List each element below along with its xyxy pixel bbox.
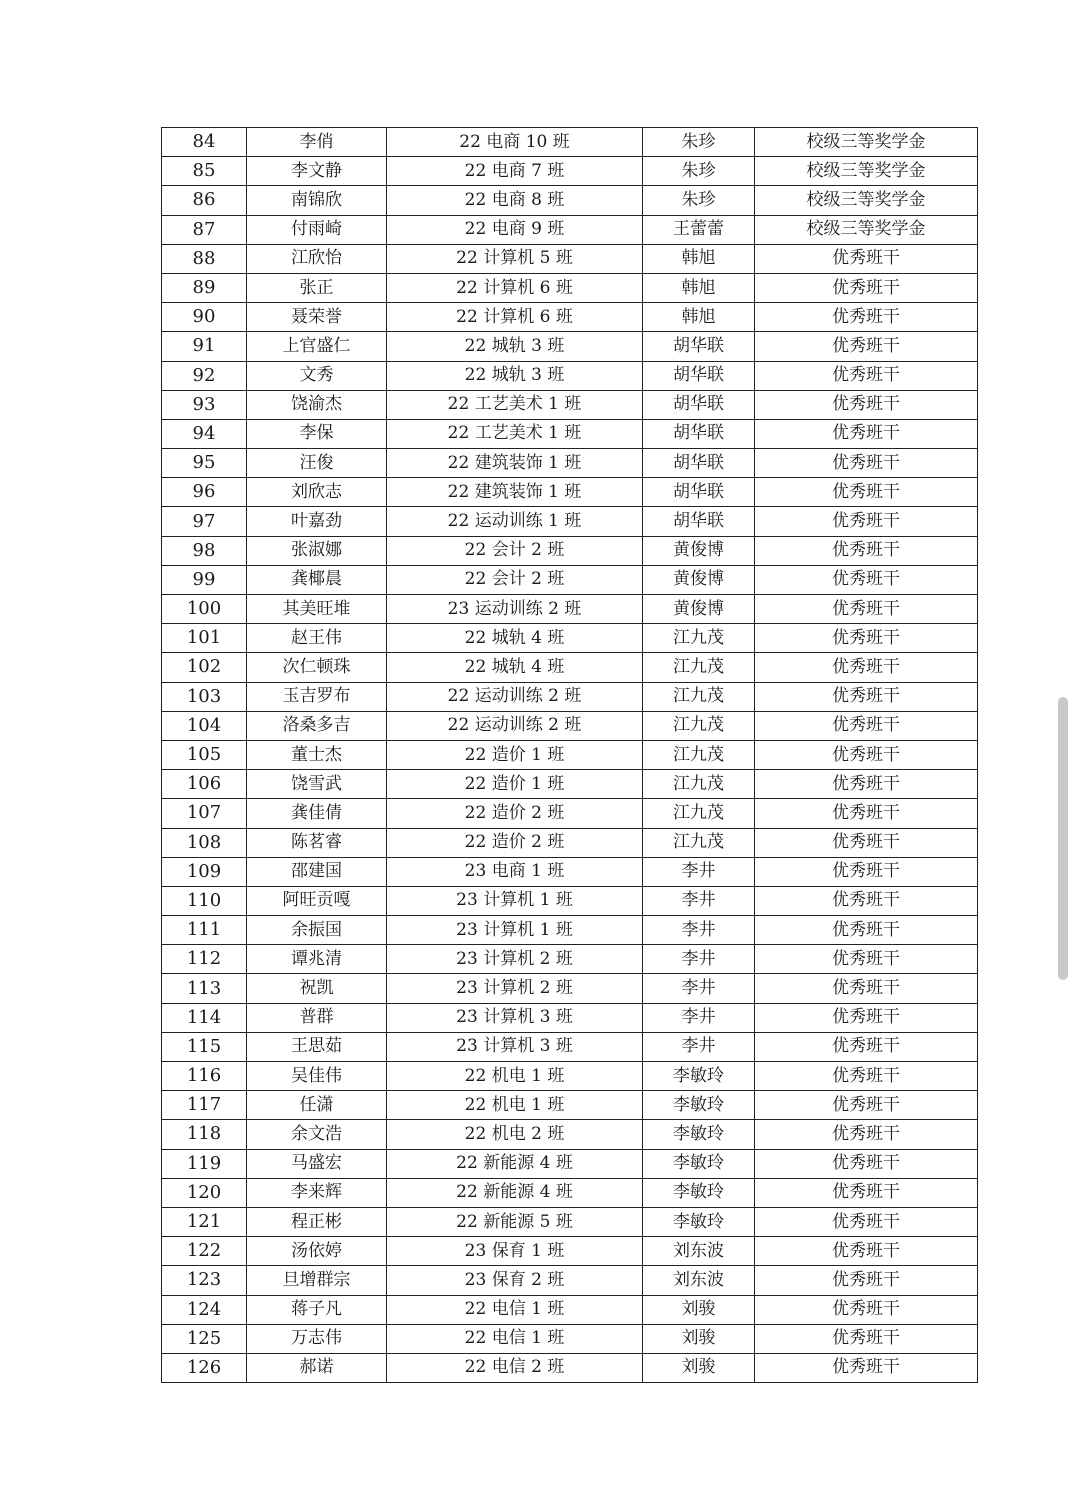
class-name-cell: 23 计算机 3 班	[387, 1032, 643, 1061]
student-name-cell: 付雨崎	[247, 215, 387, 244]
class-name-cell: 22 新能源 5 班	[387, 1207, 643, 1236]
award-name-cell: 优秀班干	[755, 1091, 978, 1120]
table-row	[162, 478, 978, 507]
class-name-cell: 22 城轨 4 班	[387, 653, 643, 682]
student-name-cell: 余文浩	[247, 1120, 387, 1149]
teacher-name-cell: 黄俊博	[643, 565, 755, 594]
row-number-cell: 114	[162, 1003, 247, 1032]
row-number-cell: 119	[162, 1149, 247, 1178]
student-name-cell: 叶嘉劲	[247, 507, 387, 536]
award-name-cell: 优秀班干	[755, 565, 978, 594]
class-name-cell: 23 计算机 3 班	[387, 1003, 643, 1032]
table-row	[162, 624, 978, 653]
table-row	[162, 186, 978, 215]
teacher-name-cell: 朱珍	[643, 186, 755, 215]
award-name-cell: 优秀班干	[755, 478, 978, 507]
student-name-cell: 旦增群宗	[247, 1266, 387, 1295]
roster-body	[162, 128, 978, 1383]
row-number-cell: 108	[162, 828, 247, 857]
student-name-cell: 汪俊	[247, 449, 387, 478]
award-name-cell: 优秀班干	[755, 682, 978, 711]
row-number-cell: 85	[162, 157, 247, 186]
class-name-cell: 22 造价 2 班	[387, 799, 643, 828]
class-name-cell: 22 电商 7 班	[387, 157, 643, 186]
row-number-cell: 111	[162, 916, 247, 945]
student-name-cell: 余振国	[247, 916, 387, 945]
row-number-cell: 97	[162, 507, 247, 536]
teacher-name-cell: 王蕾蕾	[643, 215, 755, 244]
row-number-cell: 84	[162, 128, 247, 157]
row-number-cell: 103	[162, 682, 247, 711]
class-name-cell: 22 城轨 4 班	[387, 624, 643, 653]
teacher-name-cell: 黄俊博	[643, 536, 755, 565]
teacher-name-cell: 李敏玲	[643, 1207, 755, 1236]
class-name-cell: 22 工艺美术 1 班	[387, 419, 643, 448]
row-number-cell: 115	[162, 1032, 247, 1061]
award-name-cell: 校级三等奖学金	[755, 128, 978, 157]
table-row	[162, 303, 978, 332]
table-row	[162, 653, 978, 682]
student-name-cell: 玉吉罗布	[247, 682, 387, 711]
teacher-name-cell: 李井	[643, 1003, 755, 1032]
teacher-name-cell: 李井	[643, 945, 755, 974]
row-number-cell: 105	[162, 740, 247, 769]
award-name-cell: 优秀班干	[755, 507, 978, 536]
table-row	[162, 595, 978, 624]
teacher-name-cell: 胡华联	[643, 332, 755, 361]
student-name-cell: 任潇	[247, 1091, 387, 1120]
class-name-cell: 22 机电 1 班	[387, 1062, 643, 1091]
student-name-cell: 赵王伟	[247, 624, 387, 653]
award-name-cell: 校级三等奖学金	[755, 157, 978, 186]
row-number-cell: 123	[162, 1266, 247, 1295]
teacher-name-cell: 韩旭	[643, 303, 755, 332]
student-name-cell: 邵建国	[247, 857, 387, 886]
table-row	[162, 128, 978, 157]
row-number-cell: 89	[162, 273, 247, 302]
class-name-cell: 23 计算机 1 班	[387, 886, 643, 915]
row-number-cell: 100	[162, 595, 247, 624]
table-row	[162, 390, 978, 419]
student-name-cell: 李俏	[247, 128, 387, 157]
teacher-name-cell: 李井	[643, 857, 755, 886]
table-row	[162, 1353, 978, 1382]
award-name-cell: 优秀班干	[755, 1120, 978, 1149]
teacher-name-cell: 刘骏	[643, 1295, 755, 1324]
row-number-cell: 110	[162, 886, 247, 915]
student-name-cell: 蒋子凡	[247, 1295, 387, 1324]
award-name-cell: 优秀班干	[755, 1353, 978, 1382]
class-name-cell: 23 电商 1 班	[387, 857, 643, 886]
teacher-name-cell: 李敏玲	[643, 1091, 755, 1120]
row-number-cell: 118	[162, 1120, 247, 1149]
award-name-cell: 优秀班干	[755, 1149, 978, 1178]
student-name-cell: 聂荣誉	[247, 303, 387, 332]
table-row	[162, 1120, 978, 1149]
student-name-cell: 刘欣志	[247, 478, 387, 507]
award-name-cell: 校级三等奖学金	[755, 215, 978, 244]
student-name-cell: 南锦欣	[247, 186, 387, 215]
row-number-cell: 122	[162, 1237, 247, 1266]
student-name-cell: 江欣怡	[247, 244, 387, 273]
award-name-cell: 优秀班干	[755, 1062, 978, 1091]
class-name-cell: 22 城轨 3 班	[387, 332, 643, 361]
teacher-name-cell: 刘东波	[643, 1237, 755, 1266]
table-row	[162, 565, 978, 594]
award-name-cell: 优秀班干	[755, 1295, 978, 1324]
class-name-cell: 22 城轨 3 班	[387, 361, 643, 390]
teacher-name-cell: 韩旭	[643, 273, 755, 302]
student-name-cell: 郝诺	[247, 1353, 387, 1382]
class-name-cell: 22 会计 2 班	[387, 565, 643, 594]
award-name-cell: 优秀班干	[755, 740, 978, 769]
award-name-cell: 优秀班干	[755, 390, 978, 419]
table-row	[162, 1091, 978, 1120]
award-name-cell: 优秀班干	[755, 419, 978, 448]
teacher-name-cell: 李井	[643, 916, 755, 945]
row-number-cell: 126	[162, 1353, 247, 1382]
award-name-cell: 优秀班干	[755, 711, 978, 740]
teacher-name-cell: 江九茂	[643, 653, 755, 682]
award-name-cell: 优秀班干	[755, 828, 978, 857]
teacher-name-cell: 胡华联	[643, 361, 755, 390]
class-name-cell: 22 造价 1 班	[387, 770, 643, 799]
teacher-name-cell: 韩旭	[643, 244, 755, 273]
table-row	[162, 1324, 978, 1353]
class-name-cell: 22 建筑装饰 1 班	[387, 449, 643, 478]
row-number-cell: 86	[162, 186, 247, 215]
row-number-cell: 99	[162, 565, 247, 594]
teacher-name-cell: 刘东波	[643, 1266, 755, 1295]
award-name-cell: 优秀班干	[755, 653, 978, 682]
class-name-cell: 22 计算机 5 班	[387, 244, 643, 273]
class-name-cell: 22 造价 1 班	[387, 740, 643, 769]
class-name-cell: 22 电信 1 班	[387, 1324, 643, 1353]
row-number-cell: 92	[162, 361, 247, 390]
table-row	[162, 244, 978, 273]
teacher-name-cell: 胡华联	[643, 478, 755, 507]
student-name-cell: 王思茹	[247, 1032, 387, 1061]
student-name-cell: 饶雪武	[247, 770, 387, 799]
student-name-cell: 次仁顿珠	[247, 653, 387, 682]
award-name-cell: 优秀班干	[755, 770, 978, 799]
table-row	[162, 215, 978, 244]
award-name-cell: 优秀班干	[755, 945, 978, 974]
table-row	[162, 828, 978, 857]
table-row	[162, 916, 978, 945]
award-name-cell: 优秀班干	[755, 974, 978, 1003]
teacher-name-cell: 江九茂	[643, 682, 755, 711]
table-row	[162, 857, 978, 886]
class-name-cell: 22 电信 2 班	[387, 1353, 643, 1382]
table-row	[162, 157, 978, 186]
teacher-name-cell: 李井	[643, 1032, 755, 1061]
award-name-cell: 优秀班干	[755, 449, 978, 478]
student-name-cell: 陈茗睿	[247, 828, 387, 857]
teacher-name-cell: 李敏玲	[643, 1178, 755, 1207]
table-row	[162, 740, 978, 769]
teacher-name-cell: 胡华联	[643, 507, 755, 536]
row-number-cell: 106	[162, 770, 247, 799]
table-row	[162, 361, 978, 390]
teacher-name-cell: 刘骏	[643, 1353, 755, 1382]
class-name-cell: 22 工艺美术 1 班	[387, 390, 643, 419]
class-name-cell: 22 新能源 4 班	[387, 1149, 643, 1178]
table-row	[162, 1149, 978, 1178]
student-name-cell: 谭兆清	[247, 945, 387, 974]
student-name-cell: 上官盛仁	[247, 332, 387, 361]
award-name-cell: 优秀班干	[755, 1178, 978, 1207]
teacher-name-cell: 江九茂	[643, 624, 755, 653]
table-row	[162, 1207, 978, 1236]
teacher-name-cell: 胡华联	[643, 449, 755, 478]
student-name-cell: 程正彬	[247, 1207, 387, 1236]
student-name-cell: 李保	[247, 419, 387, 448]
table-row	[162, 711, 978, 740]
award-name-cell: 优秀班干	[755, 916, 978, 945]
award-name-cell: 优秀班干	[755, 857, 978, 886]
award-name-cell: 优秀班干	[755, 273, 978, 302]
table-row	[162, 507, 978, 536]
table-row	[162, 419, 978, 448]
row-number-cell: 107	[162, 799, 247, 828]
award-name-cell: 优秀班干	[755, 624, 978, 653]
student-name-cell: 饶渝杰	[247, 390, 387, 419]
student-name-cell: 万志伟	[247, 1324, 387, 1353]
class-name-cell: 22 电信 1 班	[387, 1295, 643, 1324]
row-number-cell: 104	[162, 711, 247, 740]
class-name-cell: 22 运动训练 1 班	[387, 507, 643, 536]
class-name-cell: 22 机电 1 班	[387, 1091, 643, 1120]
award-name-cell: 优秀班干	[755, 1237, 978, 1266]
award-name-cell: 优秀班干	[755, 244, 978, 273]
student-name-cell: 张正	[247, 273, 387, 302]
teacher-name-cell: 朱珍	[643, 157, 755, 186]
table-row	[162, 1237, 978, 1266]
teacher-name-cell: 李敏玲	[643, 1149, 755, 1178]
row-number-cell: 101	[162, 624, 247, 653]
class-name-cell: 22 运动训练 2 班	[387, 682, 643, 711]
teacher-name-cell: 江九茂	[643, 770, 755, 799]
teacher-name-cell: 江九茂	[643, 711, 755, 740]
class-name-cell: 22 电商 10 班	[387, 128, 643, 157]
student-name-cell: 洛桑多吉	[247, 711, 387, 740]
class-name-cell: 22 计算机 6 班	[387, 273, 643, 302]
row-number-cell: 102	[162, 653, 247, 682]
student-name-cell: 张淑娜	[247, 536, 387, 565]
student-name-cell: 董士杰	[247, 740, 387, 769]
class-name-cell: 22 电商 9 班	[387, 215, 643, 244]
class-name-cell: 23 计算机 2 班	[387, 974, 643, 1003]
student-name-cell: 汤依婷	[247, 1237, 387, 1266]
class-name-cell: 23 计算机 2 班	[387, 945, 643, 974]
teacher-name-cell: 李井	[643, 886, 755, 915]
class-name-cell: 22 电商 8 班	[387, 186, 643, 215]
row-number-cell: 98	[162, 536, 247, 565]
class-name-cell: 22 新能源 4 班	[387, 1178, 643, 1207]
table-row	[162, 1266, 978, 1295]
award-name-cell: 优秀班干	[755, 1324, 978, 1353]
student-name-cell: 龚椰晨	[247, 565, 387, 594]
class-name-cell: 22 建筑装饰 1 班	[387, 478, 643, 507]
teacher-name-cell: 李敏玲	[643, 1120, 755, 1149]
class-name-cell: 22 会计 2 班	[387, 536, 643, 565]
award-name-cell: 优秀班干	[755, 1003, 978, 1032]
row-number-cell: 91	[162, 332, 247, 361]
teacher-name-cell: 江九茂	[643, 828, 755, 857]
award-name-cell: 优秀班干	[755, 536, 978, 565]
scrollbar-thumb[interactable]	[1058, 697, 1068, 980]
row-number-cell: 88	[162, 244, 247, 273]
student-name-cell: 马盛宏	[247, 1149, 387, 1178]
table-row	[162, 1295, 978, 1324]
table-row	[162, 682, 978, 711]
row-number-cell: 117	[162, 1091, 247, 1120]
row-number-cell: 116	[162, 1062, 247, 1091]
row-number-cell: 94	[162, 419, 247, 448]
table-row	[162, 1062, 978, 1091]
class-name-cell: 22 机电 2 班	[387, 1120, 643, 1149]
teacher-name-cell: 朱珍	[643, 128, 755, 157]
award-name-cell: 校级三等奖学金	[755, 186, 978, 215]
award-name-cell: 优秀班干	[755, 886, 978, 915]
row-number-cell: 93	[162, 390, 247, 419]
row-number-cell: 87	[162, 215, 247, 244]
award-name-cell: 优秀班干	[755, 1207, 978, 1236]
class-name-cell: 23 保育 1 班	[387, 1237, 643, 1266]
student-name-cell: 吴佳伟	[247, 1062, 387, 1091]
award-name-cell: 优秀班干	[755, 1266, 978, 1295]
student-name-cell: 李来辉	[247, 1178, 387, 1207]
award-name-cell: 优秀班干	[755, 1032, 978, 1061]
row-number-cell: 124	[162, 1295, 247, 1324]
row-number-cell: 96	[162, 478, 247, 507]
class-name-cell: 23 计算机 1 班	[387, 916, 643, 945]
class-name-cell: 22 运动训练 2 班	[387, 711, 643, 740]
table-row	[162, 1032, 978, 1061]
class-name-cell: 22 造价 2 班	[387, 828, 643, 857]
teacher-name-cell: 李敏玲	[643, 1062, 755, 1091]
table-row	[162, 945, 978, 974]
award-name-cell: 优秀班干	[755, 595, 978, 624]
student-name-cell: 普群	[247, 1003, 387, 1032]
row-number-cell: 109	[162, 857, 247, 886]
row-number-cell: 90	[162, 303, 247, 332]
award-name-cell: 优秀班干	[755, 799, 978, 828]
class-name-cell: 23 保育 2 班	[387, 1266, 643, 1295]
row-number-cell: 113	[162, 974, 247, 1003]
award-roster-table	[161, 127, 978, 1383]
row-number-cell: 120	[162, 1178, 247, 1207]
teacher-name-cell: 李井	[643, 974, 755, 1003]
teacher-name-cell: 胡华联	[643, 390, 755, 419]
table-row	[162, 1003, 978, 1032]
row-number-cell: 121	[162, 1207, 247, 1236]
table-row	[162, 332, 978, 361]
teacher-name-cell: 江九茂	[643, 799, 755, 828]
table-row	[162, 770, 978, 799]
row-number-cell: 112	[162, 945, 247, 974]
teacher-name-cell: 江九茂	[643, 740, 755, 769]
table-row	[162, 886, 978, 915]
award-name-cell: 优秀班干	[755, 332, 978, 361]
table-row	[162, 974, 978, 1003]
table-row	[162, 449, 978, 478]
row-number-cell: 95	[162, 449, 247, 478]
teacher-name-cell: 刘骏	[643, 1324, 755, 1353]
teacher-name-cell: 胡华联	[643, 419, 755, 448]
teacher-name-cell: 黄俊博	[643, 595, 755, 624]
student-name-cell: 龚佳倩	[247, 799, 387, 828]
class-name-cell: 23 运动训练 2 班	[387, 595, 643, 624]
student-name-cell: 阿旺贡嘎	[247, 886, 387, 915]
class-name-cell: 22 计算机 6 班	[387, 303, 643, 332]
row-number-cell: 125	[162, 1324, 247, 1353]
student-name-cell: 其美旺堆	[247, 595, 387, 624]
table-row	[162, 1178, 978, 1207]
table-row	[162, 799, 978, 828]
table-row	[162, 536, 978, 565]
award-name-cell: 优秀班干	[755, 303, 978, 332]
table-row	[162, 273, 978, 302]
student-name-cell: 文秀	[247, 361, 387, 390]
award-name-cell: 优秀班干	[755, 361, 978, 390]
student-name-cell: 祝凯	[247, 974, 387, 1003]
student-name-cell: 李文静	[247, 157, 387, 186]
